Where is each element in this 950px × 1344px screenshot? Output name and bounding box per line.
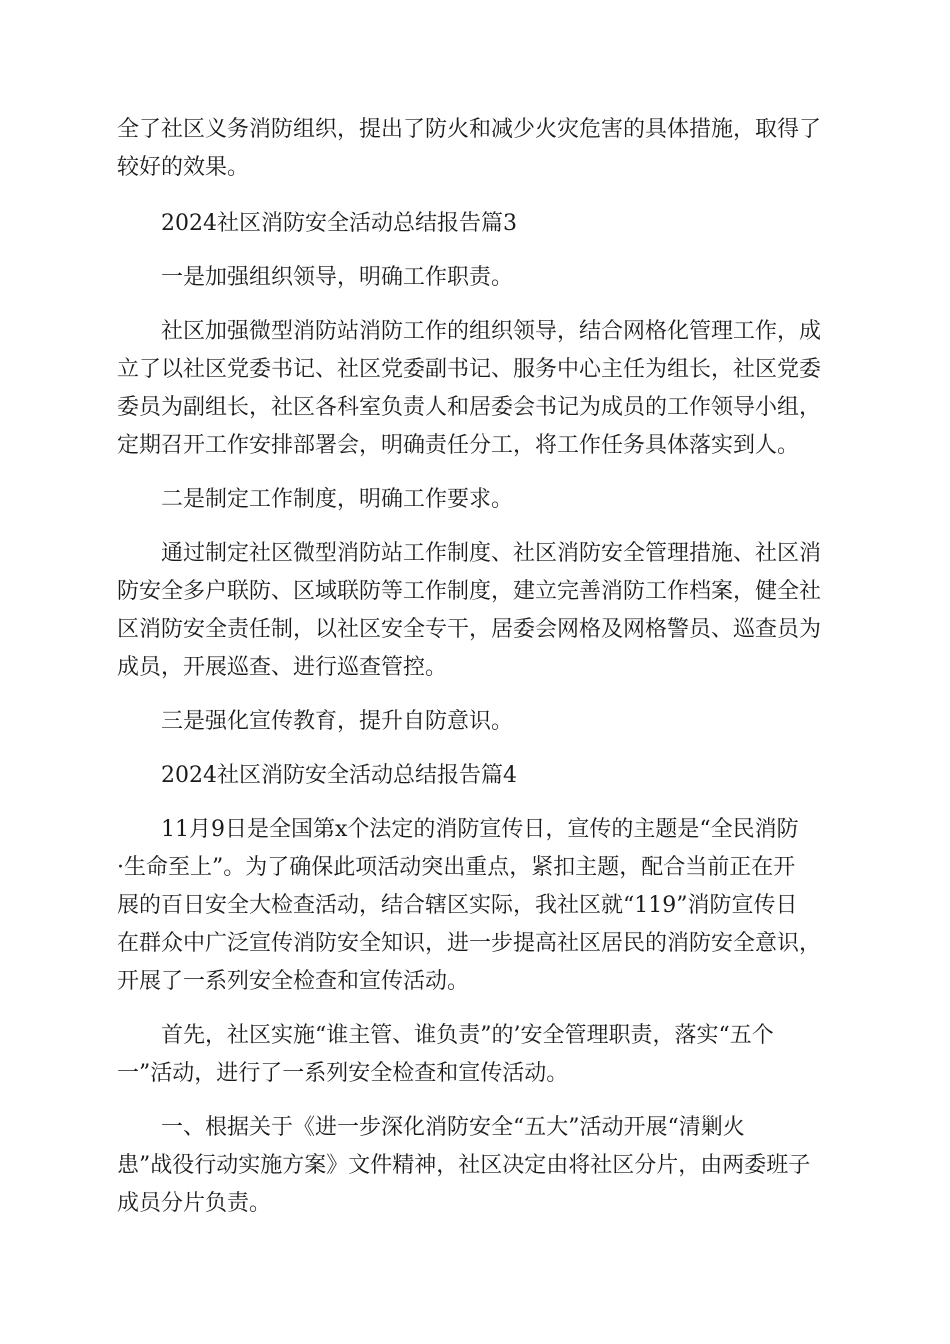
heading-text: 2024社区消防安全活动总结报告篇4	[161, 763, 517, 788]
paragraph-item-one	[117, 1109, 837, 1223]
text-line: 全了社区义务消防组织，提出了防火和减少火灾危害的具体措施，取得了	[117, 117, 822, 142]
paragraph-system	[117, 535, 837, 687]
text-line: 成员分片负责。	[117, 1191, 272, 1216]
paragraph-point-three	[117, 703, 881, 741]
paragraph-organization	[117, 313, 837, 465]
text-line: 一”活动，进行了一系列安全检查和宣传活动。	[117, 1061, 569, 1086]
text-line: 开展了一系列安全检查和宣传活动。	[117, 969, 470, 994]
text-line: 社区加强微型消防站消防工作的组织领导，结合网格化管理工作，成	[161, 319, 822, 344]
text-line: ·生命至上”。为了确保此项活动突出重点，紧扣主题，配合当前正在开	[117, 855, 796, 880]
text-line: 区消防安全责任制，以社区安全专干，居委会网格及网格警员、巡查员为	[117, 617, 822, 642]
text-line: 患”战役行动实施方案》文件精神，社区决定由将社区分片，由两委班子	[117, 1153, 811, 1178]
text-line: 11月9日是全国第x个法定的消防宣传日，宣传的主题是“全民消防	[161, 817, 799, 842]
paragraph-continuation	[117, 111, 837, 187]
text-line: 在群众中广泛宣传消防安全知识，进一步提高社区居民的消防安全意识，	[117, 931, 822, 956]
text-line: 首先，社区实施“谁主管、谁负责”的’安全管理职责，落实“五个	[161, 1023, 774, 1048]
text-line: 委员为副组长，社区各科室负责人和居委会书记为成员的工作领导小组，	[117, 395, 822, 420]
text-line: 一是加强组织领导，明确工作职责。	[161, 265, 514, 290]
paragraph-point-one	[117, 259, 881, 297]
text-line: 通过制定社区微型消防站工作制度、社区消防安全管理措施、社区消	[161, 541, 822, 566]
text-line: 三是强化宣传教育，提升自防意识。	[161, 709, 514, 734]
text-line: 较好的效果。	[117, 155, 250, 180]
paragraph-first	[117, 1017, 837, 1093]
text-line: 二是制定工作制度，明确工作要求。	[161, 487, 514, 512]
text-line: 立了以社区党委书记、社区党委副书记、服务中心主任为组长，社区党委	[117, 357, 822, 382]
paragraph-fire-day	[117, 811, 837, 1001]
section-heading-3	[117, 205, 881, 243]
paragraph-point-two	[117, 481, 881, 519]
text-line: 成员，开展巡查、进行巡查管控。	[117, 655, 448, 680]
text-line: 一、根据关于《进一步深化消防安全“五大”活动开展“清剿火	[161, 1115, 745, 1140]
text-line: 展的百日安全大检查活动，结合辖区实际，我社区就“119”消防宣传日	[117, 893, 798, 918]
section-heading-4	[117, 757, 881, 795]
text-line: 防安全多户联防、区域联防等工作制度，建立完善消防工作档案，健全社	[117, 579, 822, 604]
text-line: 定期召开工作安排部署会，明确责任分工，将工作任务具体落实到人。	[117, 433, 800, 458]
heading-text: 2024社区消防安全活动总结报告篇3	[161, 211, 517, 236]
